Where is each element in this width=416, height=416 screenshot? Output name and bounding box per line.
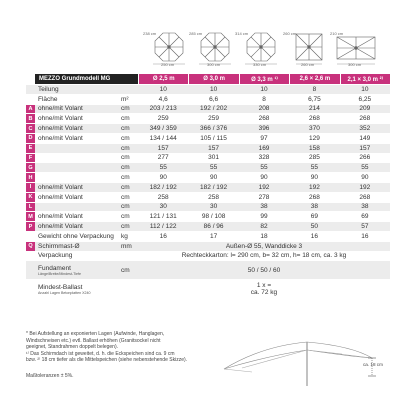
row-letter-badge: I <box>26 183 35 192</box>
table-cell: 149 <box>359 134 371 142</box>
table-row <box>26 114 390 124</box>
table-row <box>26 105 390 115</box>
row-label <box>35 203 121 212</box>
table-cell: 396 <box>258 125 270 133</box>
table-cell: 16 <box>310 232 319 240</box>
table-row <box>26 232 390 242</box>
table-cell: 99 <box>260 213 268 221</box>
table-cell: 112 / 122 <box>149 223 177 231</box>
table-cell: 266 <box>359 154 371 162</box>
table-cell: 6,75 <box>308 95 321 103</box>
row-label <box>35 144 121 153</box>
table-cell: 90 <box>310 174 319 182</box>
row-unit: cm <box>121 223 130 231</box>
table-cell: 192 <box>258 183 270 191</box>
row-unit: cm <box>121 105 130 113</box>
table-cell: 82 <box>260 223 268 231</box>
table-cell: 86 / 96 <box>203 223 224 231</box>
row-unit: cm <box>121 193 130 201</box>
table-cell: 57 <box>361 223 369 231</box>
row-letter-badge <box>26 232 35 241</box>
table-cell: 268 <box>308 115 320 123</box>
table-cell: 30 <box>159 203 167 211</box>
table-cell: 38 <box>361 203 369 211</box>
row-letter-badge: L <box>26 203 35 212</box>
table-row <box>26 280 390 299</box>
table-cell: 90 <box>159 174 167 182</box>
table-cell: 16 <box>159 232 167 240</box>
size-column-3: Ø 3,3 m ¹⁾ <box>240 74 289 84</box>
row-label: ohne/mit Volant <box>38 134 83 142</box>
table-spanning-cell: Rechteckkarton: l= 290 cm, b= 32 cm, h= 18 cm, ca. 3 kg <box>181 252 347 260</box>
table-cell: 129 <box>308 134 320 142</box>
table-cell: 98 / 108 <box>201 213 226 221</box>
table-cell: 10 <box>159 85 167 93</box>
table-cell: 268 <box>359 193 371 201</box>
table-cell: 370 <box>308 125 320 133</box>
row-letter-badge: D <box>26 134 35 143</box>
diagram-dim-side: 285 cm <box>189 31 203 36</box>
row-letter-badge: K <box>26 193 35 202</box>
row-unit: cm <box>121 183 130 191</box>
row-sublabel: Länge/Breite/Mindest-Tiefe <box>38 271 82 276</box>
table-cell: 30 <box>209 203 218 211</box>
table-cell: 214 <box>308 105 320 113</box>
table-row <box>26 163 390 173</box>
row-letter-badge: C <box>26 124 35 133</box>
row-unit: mm <box>121 242 132 250</box>
table-cell: 192 <box>308 183 320 191</box>
table-cell: 18 <box>260 232 268 240</box>
row-unit: cm <box>121 164 130 172</box>
table-cell: 10 <box>361 85 369 93</box>
row-letter-badge <box>26 95 35 104</box>
table-cell: 8 <box>262 95 266 103</box>
row-label <box>35 154 121 163</box>
table-cell: 121 / 131 <box>149 213 177 221</box>
footnote-ballast-2: Windschneisen etc.) evtl. Ballast erhöhen (Granitsockel nicht <box>26 337 161 344</box>
sketch-dimension-label: ca. 18 cm <box>363 362 383 367</box>
table-cell: 268 <box>308 193 320 201</box>
row-label: Gewicht ohne Verpackung <box>38 232 114 240</box>
diagram-dim-bottom: 260 cm <box>301 62 315 67</box>
row-unit: cm <box>121 213 130 221</box>
table-cell: 258 <box>208 193 220 201</box>
table-cell: 10 <box>209 85 218 93</box>
table-cell: 366 / 376 <box>200 125 228 133</box>
table-cell: 182 / 192 <box>149 183 177 191</box>
table-header <box>26 74 390 85</box>
table-cell: 10 <box>260 85 268 93</box>
table-row <box>26 252 390 262</box>
table-cell: 38 <box>310 203 319 211</box>
table-cell: 258 <box>157 193 169 201</box>
diagram-dim-side: 260 cm <box>283 31 297 36</box>
row-unit: cm <box>121 125 130 133</box>
diagram-4 <box>283 30 336 67</box>
table-cell: 55 <box>310 164 319 172</box>
table-cell: 259 <box>208 115 220 123</box>
diagram-3 <box>235 30 288 67</box>
row-letter-badge <box>26 252 35 261</box>
table-cell: 157 <box>359 144 371 152</box>
row-label: ohne/mit Volant <box>38 115 83 123</box>
row-unit: kg <box>121 232 128 240</box>
table-spanning-cell: 1 x = ca. 72 kg <box>250 282 278 297</box>
row-letter-badge: G <box>26 163 35 172</box>
footnote-canopy-1: ¹⁾ Das Schirmdach ist geweitet, d. h. die Eckspeichen sind ca. 9 cm <box>26 350 175 357</box>
row-unit: cm <box>121 115 130 123</box>
row-label: ohne/mit Volant <box>38 213 83 221</box>
table-cell: 17 <box>209 232 218 240</box>
table-cell: 69 <box>310 213 319 221</box>
size-column-1: Ø 2,5 m <box>139 74 188 84</box>
table-row <box>26 95 390 105</box>
table-cell: 97 <box>260 134 268 142</box>
table-cell: 301 <box>208 154 220 162</box>
table-row <box>26 203 390 213</box>
row-letter-badge: F <box>26 154 35 163</box>
diagram-dim-side: 238 cm <box>143 31 157 36</box>
row-label: ohne/mit Volant <box>38 125 83 133</box>
row-unit <box>121 85 138 94</box>
row-letter-badge: H <box>26 173 35 182</box>
canopy-sketch <box>222 336 412 386</box>
row-letter-badge: Q <box>26 242 35 251</box>
table-spanning-cell: 50 / 50 / 60 <box>247 266 281 274</box>
footnotes <box>26 331 226 379</box>
diagram-dim-side: 210 cm <box>330 31 344 36</box>
table-cell: 328 <box>258 154 270 162</box>
diagram-dim-side: 314 cm <box>235 31 249 36</box>
spec-table <box>26 74 390 299</box>
table-row <box>26 222 390 232</box>
table-cell: 90 <box>209 174 218 182</box>
row-unit: cm <box>121 266 130 274</box>
table-cell: 38 <box>260 203 268 211</box>
row-label: Verpackung <box>38 252 73 260</box>
row-label: ohne/mit Volant <box>38 183 83 191</box>
footnote-ballast-1: * Bei Aufstellung an exponierten Lagen (Aufwinde, Hanglagen, <box>26 331 165 337</box>
diagram-dim-bottom: 300 cm <box>207 62 221 67</box>
row-letter-badge <box>26 280 35 298</box>
diagram-dim-bottom: 330 cm <box>253 62 267 67</box>
table-row <box>26 242 390 252</box>
table-cell: 105 / 115 <box>200 134 227 142</box>
table-cell: 50 <box>310 223 319 231</box>
footnote-canopy-2: bzw. ²⁾ 18 cm tiefer als die Mittelspeichen (siehe nebenstehende Skizze). <box>26 357 188 364</box>
table-cell: 259 <box>157 115 169 123</box>
table-row <box>26 261 390 280</box>
table-cell: 8 <box>312 85 317 93</box>
row-letter-badge: P <box>26 222 35 231</box>
table-cell: 349 / 359 <box>149 125 177 133</box>
size-column-5: 2,1 × 3,0 m ²⁾ <box>341 74 390 84</box>
row-label: Mindest-Ballast Anzahl Lagen Betonplatten X240 <box>38 283 91 295</box>
table-row <box>26 193 390 203</box>
row-label <box>35 173 121 182</box>
model-title: MEZZO Grundmodell MG <box>35 74 121 84</box>
table-row <box>26 212 390 222</box>
diagram-dim-bottom: 250 cm <box>161 62 175 67</box>
table-row <box>26 154 390 164</box>
table-cell: 285 <box>308 154 320 162</box>
table-cell: 55 <box>361 164 369 172</box>
shape-diagrams <box>140 30 416 66</box>
table-spanning-cell: Außen-Ø 55, Wanddicke 3 <box>225 242 303 250</box>
row-letter-badge: B <box>26 114 35 123</box>
table-cell: 192 / 202 <box>200 105 228 113</box>
size-column-2: Ø 3,0 m <box>189 74 238 84</box>
table-cell: 6,25 <box>358 95 372 103</box>
row-label: ohne/mit Volant <box>38 193 83 201</box>
table-cell: 192 <box>359 183 371 191</box>
table-row <box>26 183 390 193</box>
table-cell: 6,6 <box>209 95 219 103</box>
row-unit: cm <box>121 144 130 152</box>
table-cell: 169 <box>258 144 270 152</box>
table-cell: 208 <box>258 105 270 113</box>
footnote-ballast-3: geeignet, Standrahmen doppelt belegen). <box>26 344 119 351</box>
table-row <box>26 85 390 95</box>
row-label: ohne/mit Volant <box>38 223 83 231</box>
row-letter-badge: E <box>26 144 35 153</box>
table-cell: 90 <box>260 174 268 182</box>
footnote-tolerance: Maßtoleranzen ± 5%. <box>26 372 74 379</box>
table-cell: 157 <box>157 144 169 152</box>
table-row <box>26 173 390 183</box>
row-label: Fläche <box>38 95 58 103</box>
table-cell: 209 <box>359 105 371 113</box>
size-column-4: 2,6 × 2,6 m <box>290 74 339 84</box>
table-cell: 55 <box>260 164 268 172</box>
table-cell: 158 <box>308 144 320 152</box>
row-sublabel: Anzahl Lagen Betonplatten X240 <box>38 290 91 295</box>
table-cell: 268 <box>359 115 371 123</box>
table-cell: 55 <box>159 164 167 172</box>
table-row <box>26 134 390 144</box>
row-unit: cm <box>121 174 130 182</box>
table-cell: 157 <box>208 144 220 152</box>
row-unit: m² <box>121 95 129 103</box>
row-unit <box>121 252 138 261</box>
table-cell: 16 <box>361 232 369 240</box>
row-label: Teilung <box>38 85 59 93</box>
row-label <box>35 163 121 172</box>
diagram-dim-bottom: 300 cm <box>348 62 362 67</box>
table-row <box>26 124 390 134</box>
row-unit: cm <box>121 154 130 162</box>
table-cell: 134 / 144 <box>149 134 177 142</box>
table-cell: 268 <box>258 115 270 123</box>
row-label: Fundament Länge/Breite/Mindest-Tiefe <box>38 264 82 276</box>
row-unit <box>121 280 138 298</box>
row-letter-badge <box>26 85 35 94</box>
table-cell: 55 <box>209 164 218 172</box>
table-cell: 4,6 <box>158 95 168 103</box>
table-cell: 90 <box>361 174 369 182</box>
row-unit: cm <box>121 203 130 211</box>
table-cell: 277 <box>157 154 169 162</box>
table-row <box>26 144 390 154</box>
diagram-5 <box>330 30 383 67</box>
row-unit: cm <box>121 134 130 142</box>
table-cell: 182 / 192 <box>200 183 228 191</box>
row-letter-badge <box>26 261 35 279</box>
table-cell: 352 <box>359 125 371 133</box>
row-letter-badge: M <box>26 212 35 221</box>
row-label: ohne/mit Volant <box>38 105 83 113</box>
table-cell: 69 <box>361 213 369 221</box>
table-cell: 278 <box>258 193 270 201</box>
row-label: Schirmmast-Ø <box>38 242 80 250</box>
table-cell: 203 / 213 <box>149 105 177 113</box>
row-letter-badge: A <box>26 105 35 114</box>
